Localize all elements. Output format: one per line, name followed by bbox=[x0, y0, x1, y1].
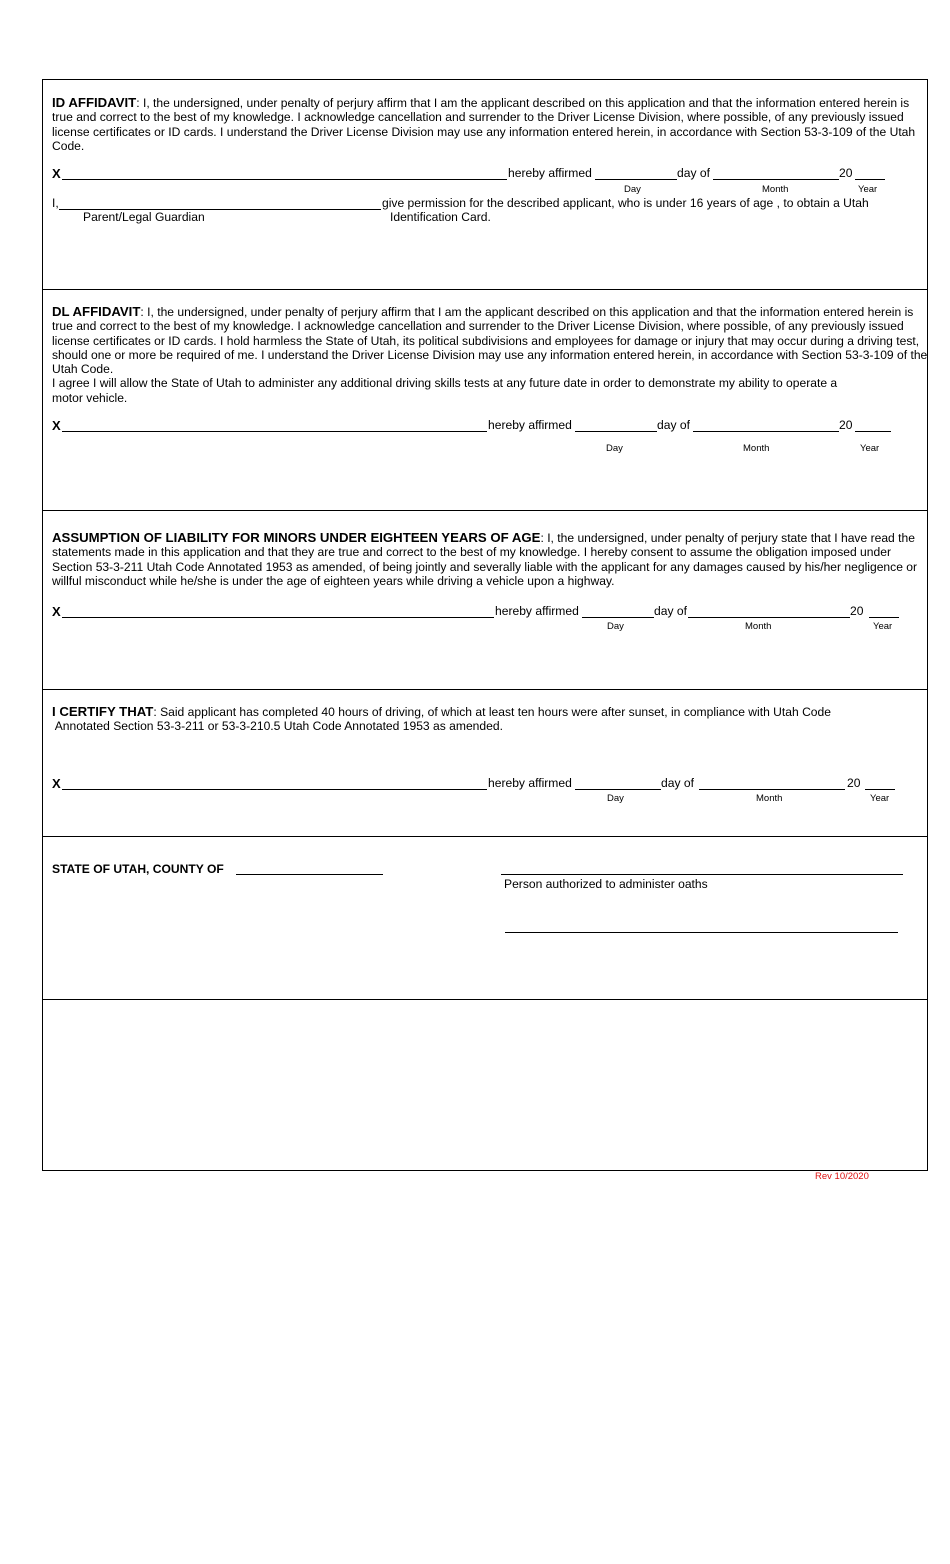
divider bbox=[43, 999, 927, 1000]
certify-month-field[interactable] bbox=[699, 789, 845, 790]
certify-body-2: Annotated Section 53-3-211 or 53-3-210.5 Utah Code Annotated 1953 as amended. bbox=[52, 719, 503, 734]
guardian-prefix: I, bbox=[52, 196, 59, 210]
liability-year-prefix: 20 bbox=[850, 604, 864, 618]
id-signature-x: X bbox=[52, 166, 61, 181]
divider bbox=[43, 510, 927, 511]
oath-second-line[interactable] bbox=[505, 932, 898, 933]
dl-affidavit-header: DL AFFIDAVIT bbox=[52, 304, 141, 319]
certify-day-field[interactable] bbox=[575, 789, 661, 790]
dl-day-field[interactable] bbox=[575, 431, 657, 432]
dl-year-caption: Year bbox=[860, 443, 880, 454]
id-month-caption: Month bbox=[762, 184, 789, 195]
dl-affidavit-body: : I, the undersigned, under penalty of perjury affirm that I am the applicant described on this application and that the information entered herein is true and correct to the best of my knowledge. I acknowledge cancellation and surrender to the Driver License Division, where possible, of any previously issued license certificates or ID cards. I hold harmless the State of Utah, its political subdivisions and employees for damage or injury that may occur during a driving test, should one or more be required of me. I understand the Driver License Division may use any information entered herein, in accordance with Section 53-3-109 of the Utah Code. bbox=[52, 305, 928, 377]
dl-affidavit-text bbox=[52, 305, 928, 405]
liability-month-field[interactable] bbox=[688, 617, 850, 618]
certify-month-caption: Month bbox=[756, 793, 783, 804]
divider bbox=[43, 689, 927, 690]
oath-label: Person authorized to administer oaths bbox=[504, 877, 708, 891]
liability-dayof-label: day of bbox=[654, 604, 687, 618]
dl-month-caption: Month bbox=[743, 443, 770, 454]
liability-signature-line[interactable] bbox=[62, 617, 494, 618]
county-label: STATE OF UTAH, COUNTY OF bbox=[52, 862, 224, 876]
certify-body: : Said applicant has completed 40 hours of driving, of which at least ten hours were after sunset, in compliance with Utah Code bbox=[153, 705, 831, 719]
dl-hereby-label: hereby affirmed bbox=[488, 418, 572, 432]
id-affidavit-body: : I, the undersigned, under penalty of perjury affirm that I am the applicant described on this application and that the information entered herein is true and correct to the best of my knowledge. I acknowledge cancellation and surrender to the Driver License Division, where possible, of any previously issued license certificates or ID cards. I understand the Driver License Division may use any information entered herein, in accordance with Section 53-3-109 of the Utah Code. bbox=[52, 96, 916, 153]
dl-year-field[interactable] bbox=[855, 431, 891, 432]
certify-year-caption: Year bbox=[870, 793, 890, 804]
oath-signature-line[interactable] bbox=[501, 874, 903, 875]
certify-text bbox=[52, 705, 928, 734]
guardian-permission-text: give permission for the described applicant, who is under 16 years of age , to obtain a Utah bbox=[382, 196, 869, 210]
id-year-field[interactable] bbox=[855, 179, 885, 180]
id-day-field[interactable] bbox=[595, 179, 677, 180]
id-dayof-label: day of bbox=[677, 166, 710, 180]
guardian-caption: Parent/Legal Guardian bbox=[83, 210, 205, 224]
dl-dayof-label: day of bbox=[657, 418, 690, 432]
certify-day-caption: Day bbox=[607, 793, 624, 804]
liability-year-caption: Year bbox=[873, 621, 893, 632]
affidavit-form bbox=[42, 79, 928, 1171]
dl-month-field[interactable] bbox=[693, 431, 839, 432]
certify-signature-line[interactable] bbox=[62, 789, 487, 790]
dl-signature-x: X bbox=[52, 418, 61, 433]
id-signature-line[interactable] bbox=[62, 179, 507, 180]
id-year-caption: Year bbox=[858, 184, 878, 195]
dl-year-prefix: 20 bbox=[839, 418, 853, 432]
liability-day-field[interactable] bbox=[582, 617, 654, 618]
certify-year-prefix: 20 bbox=[847, 776, 861, 790]
divider bbox=[43, 836, 927, 837]
id-day-caption: Day bbox=[624, 184, 641, 195]
liability-header: ASSUMPTION OF LIABILITY FOR MINORS UNDER EIGHTEEN YEARS OF AGE bbox=[52, 530, 541, 545]
id-affidavit-header: ID AFFIDAVIT bbox=[52, 95, 137, 110]
liability-day-caption: Day bbox=[607, 621, 624, 632]
dl-day-caption: Day bbox=[606, 443, 623, 454]
certify-header: I CERTIFY THAT bbox=[52, 704, 154, 719]
id-month-field[interactable] bbox=[713, 179, 839, 180]
divider bbox=[43, 289, 927, 290]
id-affidavit-text bbox=[52, 96, 928, 153]
guardian-permission-text-2: Identification Card. bbox=[390, 210, 491, 224]
id-year-prefix: 20 bbox=[839, 166, 853, 180]
liability-body: : I, the undersigned, under penalty of perjury state that I have read the statements made in this application and that they are true and correct to the best of my knowledge. I hereby consent to assume the obligation imposed under Section 53-3-211 Utah Code Annotated 1953 as amended, of being jointly and severally liable with the applicant for any damages caused by his/her negligence or willful misconduct while he/she is under the age of eighteen years while driving a vehicle upon a highway. bbox=[52, 531, 918, 588]
liability-signature-x: X bbox=[52, 604, 61, 619]
liability-text bbox=[52, 531, 928, 588]
certify-year-field[interactable] bbox=[865, 789, 895, 790]
revision-label: Rev 10/2020 bbox=[815, 1171, 869, 1182]
id-hereby-label: hereby affirmed bbox=[508, 166, 592, 180]
liability-hereby-label: hereby affirmed bbox=[495, 604, 579, 618]
certify-signature-x: X bbox=[52, 776, 61, 791]
certify-hereby-label: hereby affirmed bbox=[488, 776, 572, 790]
certify-dayof-label: day of bbox=[661, 776, 694, 790]
liability-year-field[interactable] bbox=[869, 617, 899, 618]
county-field[interactable] bbox=[236, 874, 383, 875]
liability-month-caption: Month bbox=[745, 621, 772, 632]
dl-signature-line[interactable] bbox=[62, 431, 487, 432]
dl-affidavit-body-2: I agree I will allow the State of Utah to administer any additional driving skills tests at any future date in order to demonstrate my ability to operate a motor vehicle. bbox=[52, 376, 838, 405]
